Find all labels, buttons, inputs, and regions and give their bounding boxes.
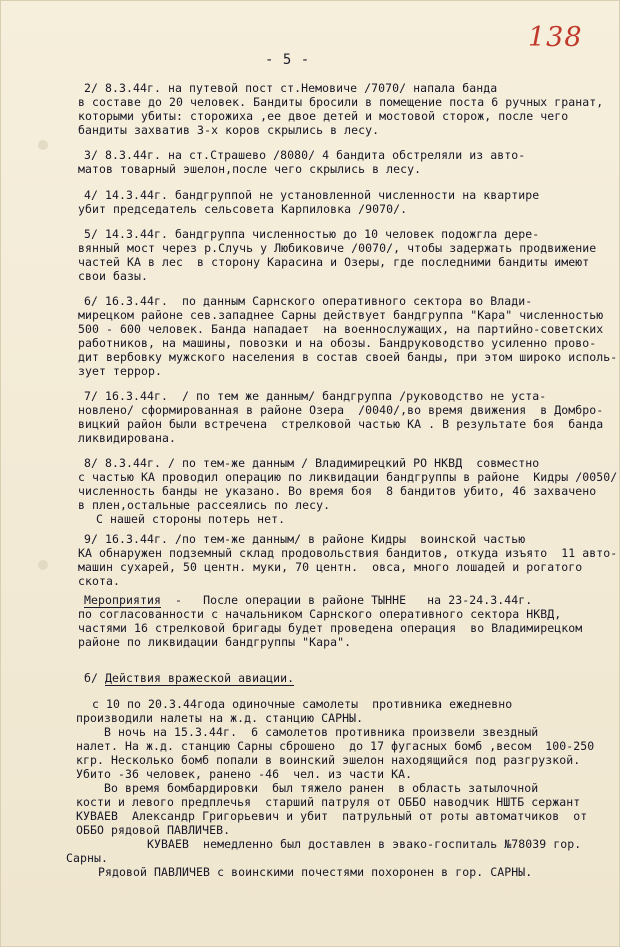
document-line: 2/ 8.3.44г. на путевой пост ст.Немовиче /7070/ напала банда — [84, 81, 498, 95]
document-line: по согласованности с начальником Сарнского оперативного сектора НКВД, — [78, 607, 562, 621]
document-line: КУВАЕВ немедленно был доставлен в эвако-госпиталь №78039 гор. — [84, 837, 582, 851]
document-line: Сарны. — [66, 851, 109, 865]
document-line: свои базы. — [78, 269, 149, 283]
document-line: 500 - 600 человек. Банда нападает на военнослужащих, на партийно-советских — [78, 322, 604, 336]
document-line: ликвидирована. — [78, 431, 177, 445]
document-line: Во время бомбардировки был тяжело ранен в область затылочной — [104, 781, 539, 795]
document-line: В ночь на 15.3.44г. 6 самолетов противника произвели звездный — [104, 725, 539, 739]
document-line: 3/ 8.3.44г. на ст.Страшево /8080/ 4 бандита обстреляли из авто- — [84, 148, 526, 162]
document-line: кгр. Несколько бомб попали в воинский эшелон находящийся под разгрузкой. — [76, 753, 581, 767]
document-line: матов товарный эшелон,после чего скрылись в лесу. — [78, 162, 422, 176]
document-line: работников, на машины, повозки и на обозы. Бандруководство усиленно прово- — [78, 336, 597, 350]
document-line: мирецком районе сев.западнее Сарны действует бандгруппа "Кара" численностью — [78, 308, 604, 322]
document-line: которыми убиты: сторожиха ,ее двое детей и мостовой сторож, после чего — [78, 109, 569, 123]
document-line: 7/ 16.3.44г. / по тем же данным/ бандгруппа /руководство не уста- — [84, 389, 547, 403]
document-line: районе по ликвидации бандгруппы "Кара". — [78, 635, 352, 649]
document-line: с частью КА проводил операцию по ликвидации бандгруппы в районе Кидры /0050/ — [78, 470, 618, 484]
document-line: зует террор. — [78, 364, 163, 378]
document-line: вицкий район были встречена стрелковой частью КА . В результате боя банда — [78, 417, 604, 431]
document-line: скота. — [78, 574, 121, 588]
document-line: 9/ 16.3.44г. /по тем-же данным/ в районе Кидры воинской частью — [84, 532, 526, 546]
document-line: б/ Действия вражеской авиации. — [84, 671, 295, 685]
document-line: Мероприятия - После операции в районе ТЫННЕ на 23-24.3.44г. — [84, 593, 533, 607]
document-line: КУВАЕВ Александр Григорьевич и убит патрульный от роты автоматчиков от — [76, 809, 588, 823]
page-number: - 5 - — [265, 52, 310, 68]
document-line: 8/ 8.3.44г. / по тем-же данным / Владимирецкий РО НКВД совместно — [84, 456, 540, 470]
document-line: кости и левого предплечья старший патруля от ОББО наводчик НШТБ сержант — [76, 795, 581, 809]
document-line: новлено/ сформированная в районе Озера /0040/,во время движения в Домбро- — [78, 403, 604, 417]
document-line: 5/ 14.3.44г. бандгруппа численностью до 10 человек подожгла дере- — [84, 227, 540, 241]
document-line: убит председатель сельсовета Карпиловка /9070/. — [78, 202, 408, 216]
document-line: налет. На ж.д. станцию Сарны сброшено до 17 фугасных бомб ,весом 100-250 — [76, 739, 595, 753]
archive-page-number: 138 — [528, 22, 583, 53]
document-line: с 10 по 20.3.44года одиночные самолеты противника ежедневно — [92, 697, 513, 711]
document-line: вянный мост через р.Случь у Любиковиче /0070/, чтобы задержать продвижение — [78, 241, 597, 255]
document-line: машин сухарей, 50 центн. муки, 70 центн. овса, много лошадей и рогатого — [78, 560, 583, 574]
document-line: в составе до 20 человек. Бандиты бросили в помещение поста 6 ручных гранат, — [78, 95, 604, 109]
document-line: 6/ 16.3.44г. по данным Сарнского оперативного сектора во Влади- — [84, 294, 533, 308]
document-line: ОББО рядовой ПАВЛИЧЕВ. — [76, 823, 231, 837]
document-line: Рядовой ПАВЛИЧЕВ с воинскими почестями похоронен в гор. САРНЫ. — [84, 865, 533, 879]
document-line: в плен,остальные рассеялись по лесу. — [78, 498, 331, 512]
document-line: С нашей стороны потерь нет. — [96, 512, 286, 526]
document-line: 4/ 14.3.44г. бандгруппой не установленной численности на квартире — [84, 188, 540, 202]
document-line: КА обнаружен подземный склад продовольствия бандитов, откуда изъято 11 авто- — [78, 546, 618, 560]
document-line: частей КА в лес в сторону Карасина и Озеры, где последними бандиты имеют — [78, 255, 590, 269]
document-line: численность банды не указано. Во время боя 8 бандитов убито, 46 захвачено — [78, 484, 597, 498]
document-line: бандиты захватив 3-х коров скрылись в лесу. — [78, 123, 380, 137]
document-line: частями 16 стрелковой бригады будет проведена операция во Владимирецком — [78, 621, 583, 635]
document-line: Убито -36 человек, ранено -46 чел. из части КА. — [76, 767, 413, 781]
document-line: производили налеты на ж.д. станцию САРНЫ. — [76, 711, 364, 725]
document-line: дит вербовку мужского населения в состав своей банды, при этом широко исполь- — [78, 350, 618, 364]
